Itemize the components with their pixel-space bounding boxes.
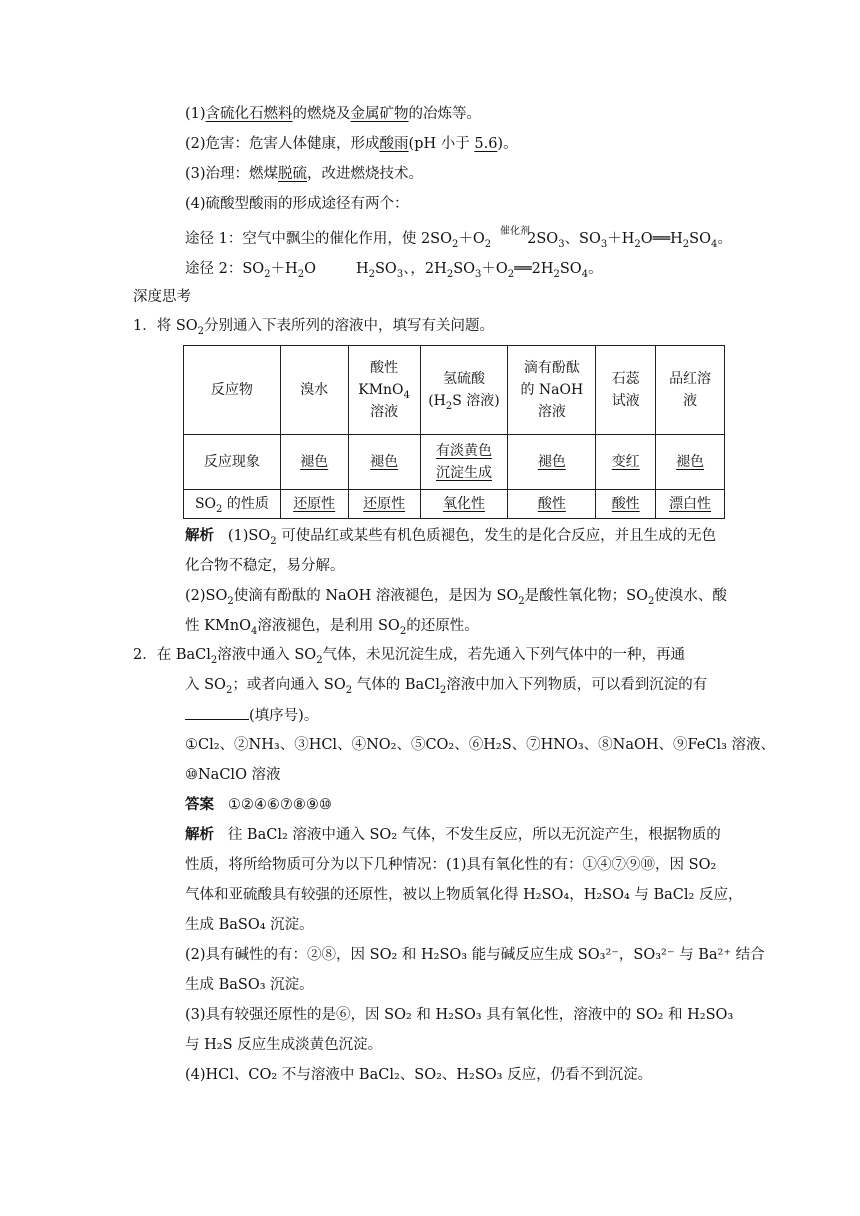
analysis-2-line: 与 H₂S 反应生成淡黄色沉淀。 <box>185 1037 383 1053</box>
route-1: 途径 1：空气中飘尘的催化作用，使 $2SO_2+O_2$ $2SO_3$、$SO_3+H_2O══H_2SO_4$。 <box>185 231 732 250</box>
analysis-label: 解析 <box>185 527 214 544</box>
text: 可使品红或某些有机色质褪色，发生的是化合反应，并且生成的无色 <box>281 528 717 544</box>
table-cell <box>656 490 725 519</box>
text: (1) <box>185 106 206 122</box>
table-header-cell: 反应物 <box>184 346 281 435</box>
text: 分别通入下表所列的溶液中，填写有关问题。 <box>204 318 495 334</box>
table-header-cell: 滴有酚酞 的 NaOH 溶液 <box>508 346 596 435</box>
text: 、SO <box>564 231 601 247</box>
text: O <box>304 261 316 277</box>
para-routes: (4)硫酸型酸雨的形成途径有两个： <box>185 196 409 212</box>
text: 入 SO <box>185 677 226 693</box>
table-row-label: $SO_2$ 的性质 <box>184 490 281 519</box>
catalyst-label: 催化剂 <box>500 226 530 237</box>
table-row <box>184 490 725 519</box>
analysis-2-line: 生成 BaSO₃ 沉淀。 <box>185 977 314 993</box>
table-header-cell: 溴水 <box>280 346 348 435</box>
text: 溶液中通入 SO <box>217 647 317 663</box>
answer-fill: 氧化性 <box>442 496 485 512</box>
answer-fill: 还原性 <box>363 496 406 512</box>
table-cell <box>508 490 596 519</box>
question-2-line <box>185 705 318 726</box>
table-header-cell: 品红溶 液 <box>656 346 725 435</box>
text: 往 BaCl₂ 溶液中通入 SO₂ 气体，不发生反应，所以无沉淀产生，根据物质的 <box>227 827 721 843</box>
answer-fill: 漂白性 <box>669 496 712 512</box>
answer-blank[interactable] <box>185 705 249 720</box>
text: 使溴水、酸 <box>654 588 727 604</box>
route-2: 途径 2：$SO_2+H_2O$ $H_2SO_3$、，$2H_2SO_3+O_2══2H_2SO_4$。 <box>185 261 603 280</box>
text: 是酸性氧化物；SO <box>524 588 648 604</box>
text: 1．将 SO <box>133 318 198 334</box>
question-1: 1．将 $SO_2$分别通入下表所列的溶液中，填写有关问题。 <box>133 318 495 337</box>
text: ，改进燃烧技术。 <box>307 166 424 182</box>
text: 。 <box>717 231 732 247</box>
para-source <box>185 104 481 124</box>
analysis-2-line: (2)具有碱性的有：②⑧，因 SO₂ 和 H₂SO₃ 能与碱反应生成 SO₃²⁻，SO₃²⁻ 与 Ba²⁺ 结合 <box>185 947 765 963</box>
answer-fill: 金属矿物 <box>350 106 409 122</box>
text: 溶液中加入下列物质，可以看到沉淀的有 <box>446 677 708 693</box>
question-2-line: 入 $SO_2$；或者向通入 $SO_2$ 气体的 BaCl$_2$溶液中加入下列物质，可以看到沉淀的有 <box>185 677 708 696</box>
text: 。 <box>588 261 603 277</box>
analysis-2-line: (3)具有较强还原性的是⑥，因 SO₂ 和 H₂SO₃ 具有氧化性，溶液中的 SO₂ 和 H₂SO₃ <box>185 1007 734 1023</box>
table-header-cell: 氢硫酸 ($H_2S$ 溶液) <box>420 346 508 435</box>
answer-value: ①②④⑥⑦⑧⑨⑩ <box>227 797 332 813</box>
text: 2SO <box>527 231 559 247</box>
table-header-cell: 酸性 KMnO$_4$ 溶液 <box>348 346 420 435</box>
analysis-1-line: 解析 $(1)SO_2$ 可使品红或某些有机色质褪色，发生的是化合反应，并且生成的无色 <box>185 527 717 547</box>
text: 的燃烧及 <box>292 106 351 122</box>
answer-fill: 含硫化石燃料 <box>205 106 293 122</box>
analysis-2-line: 性质，将所给物质可分为以下几种情况：(1)具有氧化性的有：①④⑦⑨⑩，因 SO₂ <box>185 857 717 873</box>
answer-fill: 褪色 <box>676 454 705 470</box>
analysis-2-line: (4)HCl、CO₂ 不与溶液中 BaCl₂、SO₂、H₂SO₃ 反应，仍看不到沉淀。 <box>185 1067 653 1083</box>
text: SO <box>453 261 476 277</box>
question-2-line: 2．在 BaCl$_2$溶液中通入 $SO_2$气体，未见沉淀生成，若先通入下列气体中的一种，再通 <box>133 647 686 666</box>
table-cell <box>596 490 656 519</box>
table-cell <box>508 435 596 490</box>
answer-fill: 5.6 <box>474 136 498 152</box>
reaction-table <box>183 345 725 519</box>
table-header-cell: 石蕊 试液 <box>596 346 656 435</box>
text: 气体的 BaCl <box>356 677 440 693</box>
answer-fill: 变红 <box>611 454 640 470</box>
text: (填序号)。 <box>249 708 319 724</box>
answer-fill: 褪色 <box>537 454 566 470</box>
text: (3)治理：燃煤 <box>185 166 279 182</box>
text: 的还原性。 <box>406 618 479 634</box>
question-2-options: ⑩NaClO 溶液 <box>185 767 281 783</box>
text: SO <box>559 261 582 277</box>
text: (2)SO <box>185 588 228 604</box>
text: ＋H <box>607 231 635 247</box>
analysis-label: 解析 <box>185 826 214 843</box>
answer-fill: 酸性 <box>611 496 640 512</box>
table-cell <box>596 435 656 490</box>
text: O══H <box>640 231 683 247</box>
text: ＋O <box>481 261 508 277</box>
answer-fill: 褪色 <box>370 454 399 470</box>
text: H <box>355 261 369 277</box>
para-harm <box>185 134 518 154</box>
analysis-1-line: 性 KMnO$_4$溶液褪色，是利用 $SO_2$的还原性。 <box>185 618 479 637</box>
text: 使滴有酚酞的 NaOH 溶液褪色，是因为 SO <box>233 588 519 604</box>
table-cell <box>348 435 420 490</box>
table-cell <box>280 435 348 490</box>
text: 溶液褪色，是利用 SO <box>257 618 400 634</box>
text: (pH 小于 <box>408 136 475 152</box>
text: SO <box>374 261 397 277</box>
text: 途径 1：空气中飘尘的催化作用，使 2SO <box>185 231 452 247</box>
table-cell <box>656 435 725 490</box>
text: 2．在 BaCl <box>133 647 211 663</box>
answer-fill: 脱硫 <box>278 166 308 182</box>
text: 途径 2：SO <box>185 261 265 277</box>
text: ＋H <box>270 261 298 277</box>
text: )。 <box>497 136 518 152</box>
table-row <box>184 346 725 435</box>
analysis-1-line: $(2)SO_2$使滴有酚酞的 NaOH 溶液褪色，是因为 $SO_2$是酸性氧化物；$SO_2$使溴水、酸 <box>185 588 727 607</box>
para-treatment <box>185 164 423 184</box>
text: ══2H <box>514 261 554 277</box>
answer-fill: 褪色 <box>300 454 329 470</box>
answer-label: 答案 <box>185 796 214 813</box>
text: ；或者向通入 SO <box>232 677 346 693</box>
table-row-label: 反应现象 <box>184 435 281 490</box>
table-cell <box>280 490 348 519</box>
question-2-options: ①Cl₂、②NH₃、③HCl、④NO₂、⑤CO₂、⑥H₂S、⑦HNO₃、⑧NaOH、⑨FeCl₃ 溶液、 <box>185 737 776 753</box>
section-title: 深度思考 <box>133 289 191 305</box>
text: 的冶炼等。 <box>408 106 482 122</box>
answer-fill: 酸性 <box>537 496 566 512</box>
answer-fill: 酸雨 <box>379 136 409 152</box>
table-row <box>184 435 725 490</box>
text: 性 KMnO <box>185 618 252 634</box>
analysis-2-line: 生成 BaSO₄ 沉淀。 <box>185 917 314 933</box>
text: (2)危害：危害人体健康，形成 <box>185 136 380 152</box>
text: 、，2H <box>403 261 447 277</box>
answer-line <box>185 795 332 815</box>
table-cell <box>348 490 420 519</box>
analysis-1-line: 化合物不稳定，易分解。 <box>185 558 345 574</box>
analysis-2-line <box>185 825 721 845</box>
text: ＋O <box>458 231 485 247</box>
table-cell <box>420 490 508 519</box>
table-cell: 有淡黄色 沉淀生成 <box>420 435 508 490</box>
text: 气体，未见沉淀生成，若先通入下列气体中的一种，再通 <box>322 647 686 663</box>
text: SO <box>689 231 711 247</box>
analysis-2-line: 气体和亚硫酸具有较强的还原性，被以上物质氧化得 H₂SO₄，H₂SO₄ 与 BaCl₂ 反应， <box>185 887 743 903</box>
text: (1)SO <box>227 528 271 544</box>
answer-fill: 还原性 <box>293 496 336 512</box>
